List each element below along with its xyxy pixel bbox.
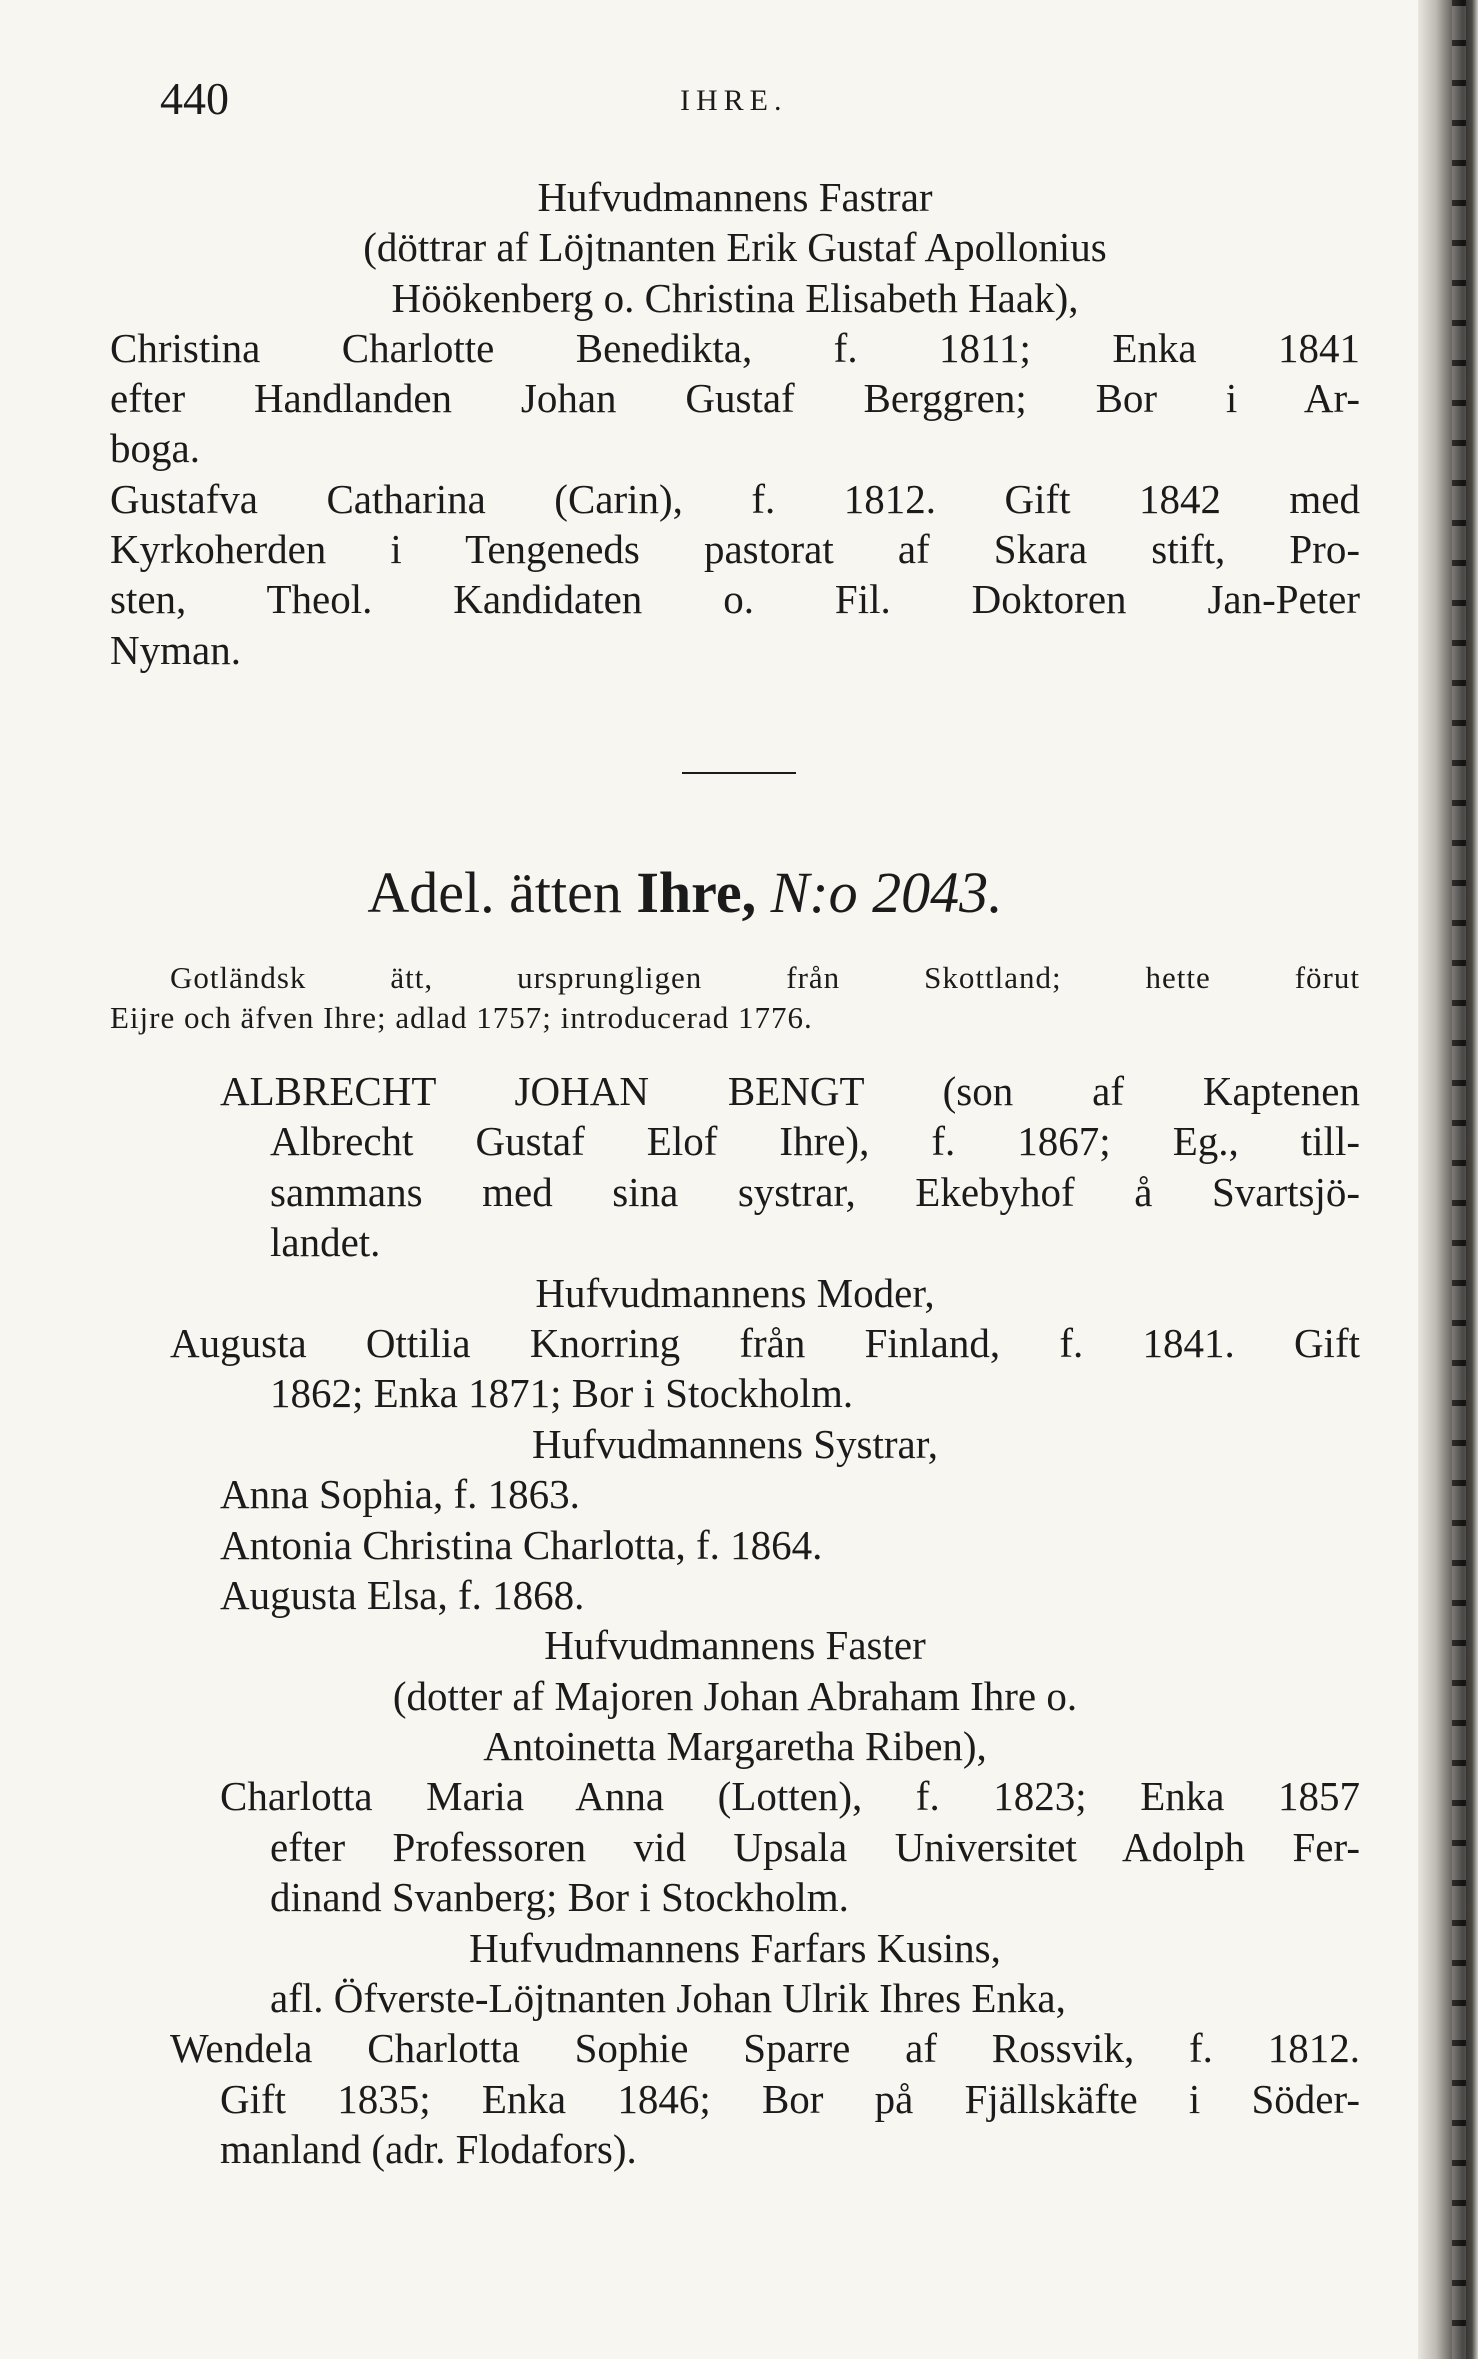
heading-farfars-kusins: Hufvudmannens Farfars Kusins, bbox=[469, 1924, 1001, 1971]
family-name: Ihre, bbox=[636, 860, 757, 925]
entry-line: Augusta Ottilia Knorring från Finland, f. 1841. Gift bbox=[170, 1319, 1360, 1366]
page-number: 440 bbox=[160, 73, 229, 124]
heading-faster: Hufvudmannens Faster bbox=[544, 1622, 926, 1669]
heading-systrar: Hufvudmannens Systrar, bbox=[531, 1420, 939, 1467]
note-line: Gotländsk ätt, ursprungligen från Skottland; hette förut bbox=[170, 960, 1360, 995]
note-line: Eijre och äfven Ihre; adlad 1757; introducerad 1776. bbox=[110, 1000, 813, 1035]
heading-moder: Hufvudmannens Moder, bbox=[535, 1269, 935, 1316]
parentage-line: (dotter af Majoren Johan Abraham Ihre o. bbox=[392, 1672, 1078, 1719]
entry-line: sten, Theol. Kandidaten o. Fil. Doktoren Jan-Peter bbox=[110, 576, 1360, 623]
entry-line: efter Professoren vid Upsala Universitet Adolph Fer- bbox=[270, 1823, 1360, 1870]
entry-line: Albrecht Gustaf Elof Ihre), f. 1867; Eg., till- bbox=[270, 1118, 1360, 1165]
entry-line: boga. bbox=[110, 425, 200, 472]
entry-line: Wendela Charlotta Sophie Sparre af Rossvik, f. 1812. bbox=[170, 2025, 1360, 2072]
top-text-block bbox=[110, 172, 1360, 675]
entry-line: Antonia Christina Charlotta, f. 1864. bbox=[220, 1521, 823, 1568]
section-title bbox=[0, 858, 1370, 928]
title-prefix: Adel. ätten bbox=[367, 860, 622, 925]
entry-line: landet. bbox=[270, 1219, 381, 1266]
entry-line: Kyrkoherden i Tengeneds pastorat af Skara stift, Pro- bbox=[110, 526, 1360, 573]
family-number: N:o 2043. bbox=[770, 860, 1003, 925]
book-spine-edge bbox=[1418, 0, 1478, 2359]
entry-line: 1862; Enka 1871; Bor i Stockholm. bbox=[270, 1370, 854, 1417]
entry-line: ALBRECHT JOHAN BENGT (son af Kaptenen bbox=[220, 1068, 1360, 1114]
entry-line: Augusta Elsa, f. 1868. bbox=[220, 1571, 585, 1618]
entry-line: Nyman. bbox=[110, 626, 241, 673]
entries-block bbox=[110, 1066, 1360, 2175]
parentage-line: (döttrar af Löjtnanten Erik Gustaf Apollonius bbox=[363, 224, 1107, 271]
edge-texture bbox=[1452, 0, 1466, 2359]
entry-line: Gift 1835; Enka 1846; Bor på Fjällskäfte i Söder- bbox=[220, 2075, 1360, 2122]
parentage-line: Höökenberg o. Christina Elisabeth Haak), bbox=[391, 274, 1079, 321]
section-note bbox=[110, 958, 1360, 1038]
running-head: IHRE. bbox=[680, 84, 788, 117]
entry-line: Gustafva Catharina (Carin), f. 1812. Gift 1842 med bbox=[110, 475, 1360, 522]
entry-line: Christina Charlotte Benedikta, f. 1811; Enka 1841 bbox=[110, 324, 1360, 371]
entry-line: afl. Öfverste-Löjtnanten Johan Ulrik Ihres Enka, bbox=[270, 1975, 1066, 2022]
entry-line: Anna Sophia, f. 1863. bbox=[220, 1471, 580, 1518]
entry-line: manland (adr. Flodafors). bbox=[220, 2126, 637, 2173]
heading-fastrar: Hufvudmannens Fastrar bbox=[537, 174, 933, 220]
page-header bbox=[160, 72, 1360, 132]
entry-line: dinand Svanberg; Bor i Stockholm. bbox=[270, 1874, 849, 1921]
parentage-line: Antoinetta Margaretha Riben), bbox=[483, 1723, 987, 1770]
entry-line: sammans med sina systrar, Ekebyhof å Svartsjö- bbox=[270, 1168, 1360, 1215]
section-divider bbox=[682, 772, 796, 774]
entry-line: Charlotta Maria Anna (Lotten), f. 1823; Enka 1857 bbox=[220, 1773, 1360, 1820]
entry-line: efter Handlanden Johan Gustaf Berggren; Bor i Ar- bbox=[110, 375, 1360, 422]
